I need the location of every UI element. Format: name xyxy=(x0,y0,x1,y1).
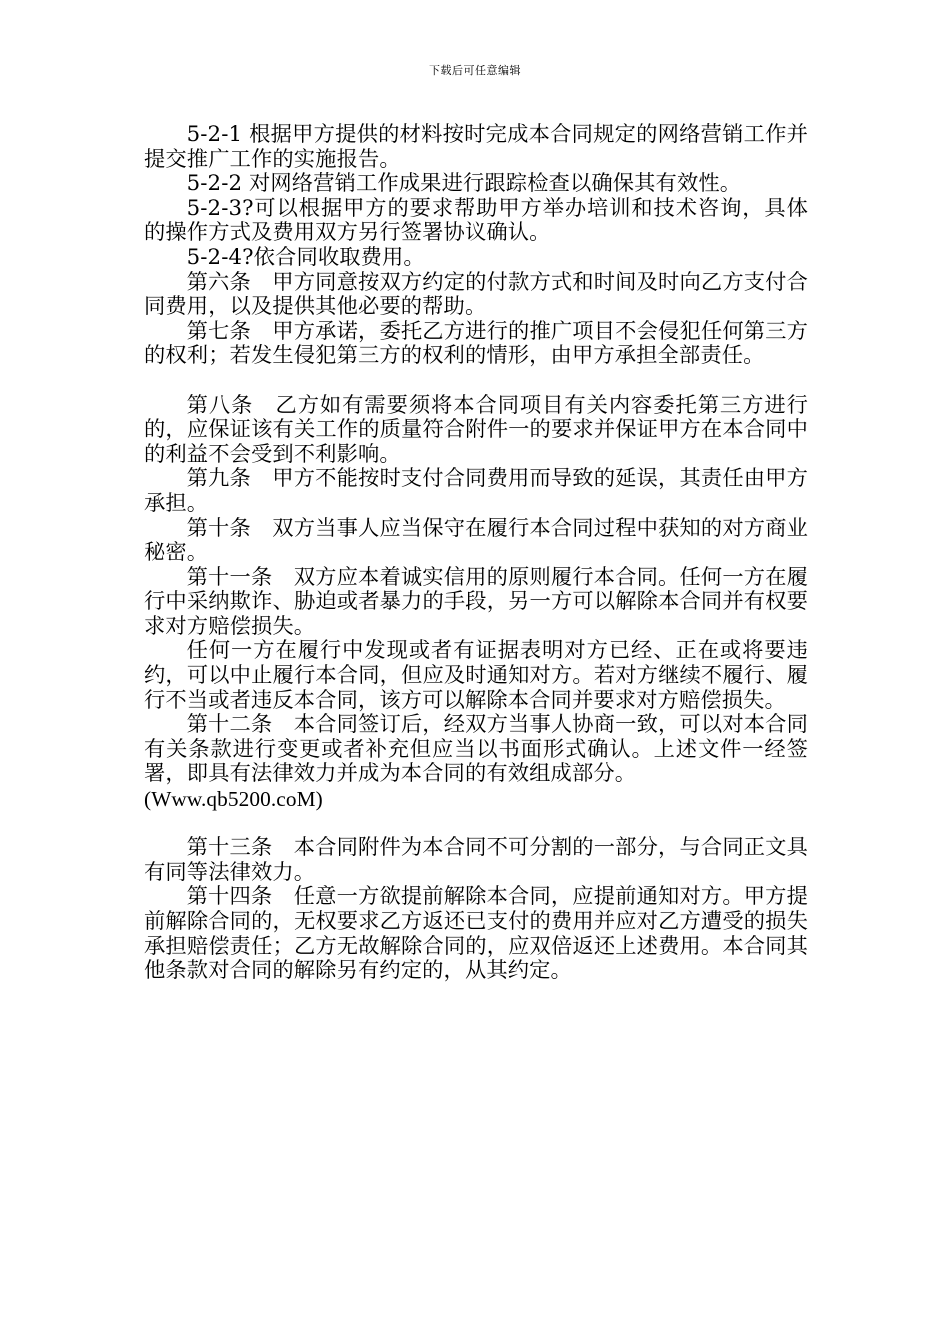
clause-5-2-3: 5-2-3?可以根据甲方的要求帮助甲方举办培训和技术咨询，具体的操作方式及费用双方另行签署协议确认。 xyxy=(144,195,808,246)
blank-line xyxy=(144,812,808,837)
article-9: 第九条 甲方不能按时支付合同费用而导致的延误，其责任由甲方承担。 xyxy=(144,466,808,516)
clause-5-2-4: 5-2-4?依合同收取费用。 xyxy=(186,244,425,270)
clause-5-2-1: 5-2-1 根据甲方提供的材料按时完成本合同规定的网络营销工作并提交推广工作的实施报告。 xyxy=(144,122,808,172)
article-11: 第十一条 双方应本着诚实信用的原则履行本合同。任何一方在履行中采纳欺诈、胁迫或者暴力的手段，另一方可以解除本合同并有权要求对方赔偿损失。 xyxy=(144,564,808,639)
source-watermark-text: (Www.qb5200.coM) xyxy=(144,787,323,812)
document-body xyxy=(144,123,808,984)
article-6: 第六条 甲方同意按双方约定的付款方式和时间及时向乙方支付合同费用，以及提供其他必要的帮助。 xyxy=(144,269,808,320)
article-7: 第七条 甲方承诺，委托乙方进行的推广项目不会侵犯任何第三方的权利；若发生侵犯第三方的权利的情形，由甲方承担全部责任。 xyxy=(144,318,808,369)
clause-5-2-2: 5-2-2 对网络营销工作成果进行跟踪检查以确保其有效性。 xyxy=(186,171,742,197)
article-13: 第十三条 本合同附件为本合同不可分割的一部分，与合同正文具有同等法律效力。 xyxy=(144,835,808,885)
article-11-continued: 任何一方在履行中发现或者有证据表明对方已经、正在或将要违约，可以中止履行本合同，但应及时通知对方。若对方继续不履行、履行不当或者违反本合同，该方可以解除本合同并要求对方赔偿损失。 xyxy=(144,638,808,713)
blank-line xyxy=(144,369,808,394)
article-12: 第十二条 本合同签订后，经双方当事人协商一致，可以对本合同有关条款进行变更或者补充但应当以书面形式确认。上述文件一经签署，即具有法律效力并成为本合同的有效组成部分。 xyxy=(144,712,808,787)
article-10: 第十条 双方当事人应当保守在履行本合同过程中获知的对方商业秘密。 xyxy=(144,515,808,566)
page-header: 下载后可任意编辑 xyxy=(429,64,521,77)
article-14: 第十四条 任意一方欲提前解除本合同，应提前通知对方。甲方提前解除合同的，无权要求乙方返还已支付的费用并应对乙方遭受的损失承担赔偿责任；乙方无故解除合同的，应双倍返还上述费用。本合同其他条款对合同的解除另有约定的，从其约定。 xyxy=(144,884,808,984)
article-8: 第八条 乙方如有需要须将本合同项目有关内容委托第三方进行的，应保证该有关工作的质量符合附件一的要求并保证甲方在本合同中的利益不会受到不利影响。 xyxy=(144,392,808,467)
